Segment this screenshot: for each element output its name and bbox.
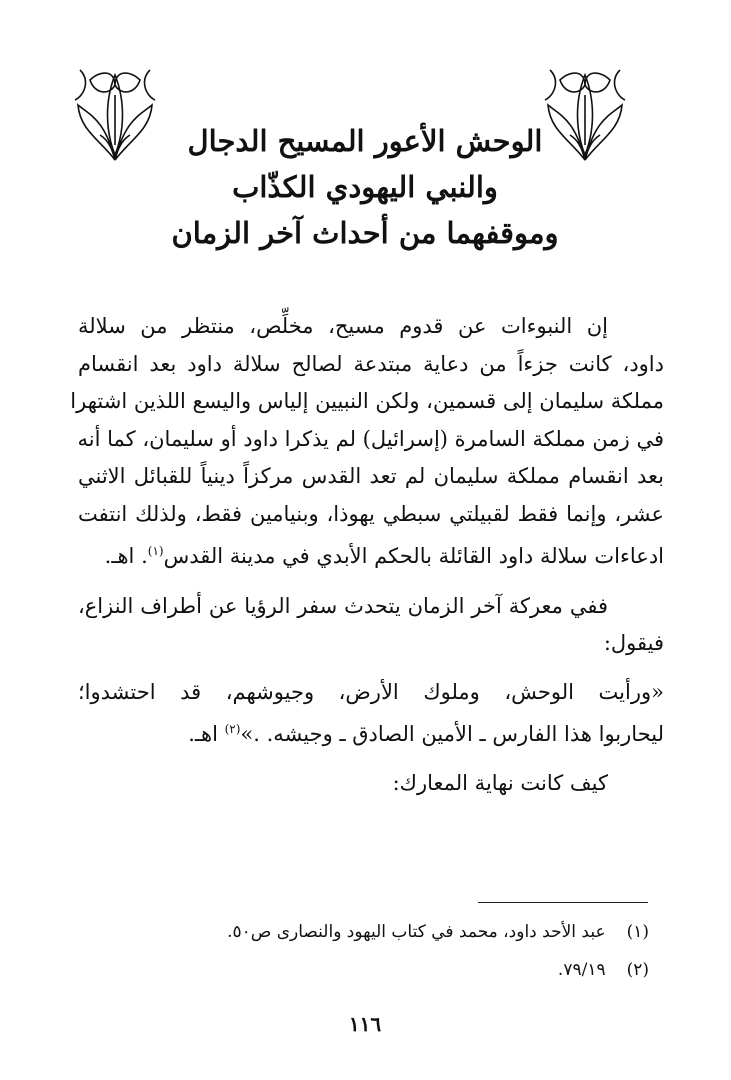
paragraph-2-line-1: ففي معركة آخر الزمان يتحدث سفر الرؤيا عن أطراف النزاع، [78, 593, 608, 618]
paragraph-3 [78, 765, 664, 802]
paragraph-1-line-7 [78, 533, 664, 576]
paragraph-3-line: كيف كانت نهاية المعارك: [392, 770, 608, 795]
footnote-1-number: (١) [626, 922, 649, 942]
paragraph-1-line-7-end: . اهـ. [104, 544, 148, 568]
footnote-2 [558, 960, 649, 980]
title-line-2: والنبي اليهودي الكذّاب [232, 170, 498, 204]
chapter-title [130, 118, 600, 256]
body-text [70, 308, 664, 802]
footnote-ref-1: (١) [147, 544, 164, 558]
paragraph-1-line-4: في زمن مملكة السامرة (إسرائيل) لم يذكرا داود أو سليمان، كما أنه [77, 426, 664, 451]
paragraph-1-line-3: مملكة سليمان إلى قسمين، ولكن النبيين إلياس واليسع اللذين اشتهرا [70, 389, 664, 413]
quote-line-2 [78, 711, 664, 753]
page-number: ١١٦ [348, 1012, 382, 1036]
paragraph-1-line-5: بعد انقسام مملكة سليمان لم تعد القدس مركزاً دينياً للقبائل الاثني [78, 464, 664, 488]
footnote-1-text: عبد الأحد داود، محمد في كتاب اليهود والنصارى ص٥٠. [227, 922, 606, 942]
title-line-3: وموقفهما من أحداث آخر الزمان [171, 216, 559, 250]
paragraph-2 [78, 588, 664, 662]
paragraph-1-line-6: عشر، وإنما فقط لقبيلتي سبطي يهوذا، وبنيامين فقط، ولذلك انتفت [78, 501, 664, 526]
paragraph-1-line-2: داود، كانت جزءاً من دعاية مبتدعة لصالح سلالة داود بعد انقسام [78, 351, 664, 376]
quote-block [78, 674, 664, 753]
quote-line-1: «ورأيت الوحش، وملوك الأرض، وجيوشهم، قد احتشدوا؛ [78, 679, 664, 704]
footnote-2-number: (٢) [626, 960, 649, 980]
paragraph-1-line-7-text: ادعاءات سلالة داود القائلة بالحكم الأبدي في مدينة القدس [163, 544, 664, 568]
paragraph-2-line-2: فيقول: [603, 630, 664, 655]
footnote-ref-2: (٢) [224, 721, 241, 736]
paragraph-1-line-1: إن النبوءات عن قدوم مسيح، مخلِّص، منتظر من سلالة [78, 314, 608, 338]
paragraph-1 [70, 308, 664, 576]
footnote-2-text: ٧٩/١٩. [557, 960, 606, 980]
footnote-divider [478, 902, 648, 903]
quote-line-2-end: اهـ. [188, 721, 225, 746]
quote-line-2-text: ليحاربوا هذا الفارس ـ الأمين الصادق ـ وجيشه. .» [240, 721, 664, 746]
footnote-1 [227, 922, 649, 942]
title-line-1: الوحش الأعور المسيح الدجال [187, 124, 543, 158]
